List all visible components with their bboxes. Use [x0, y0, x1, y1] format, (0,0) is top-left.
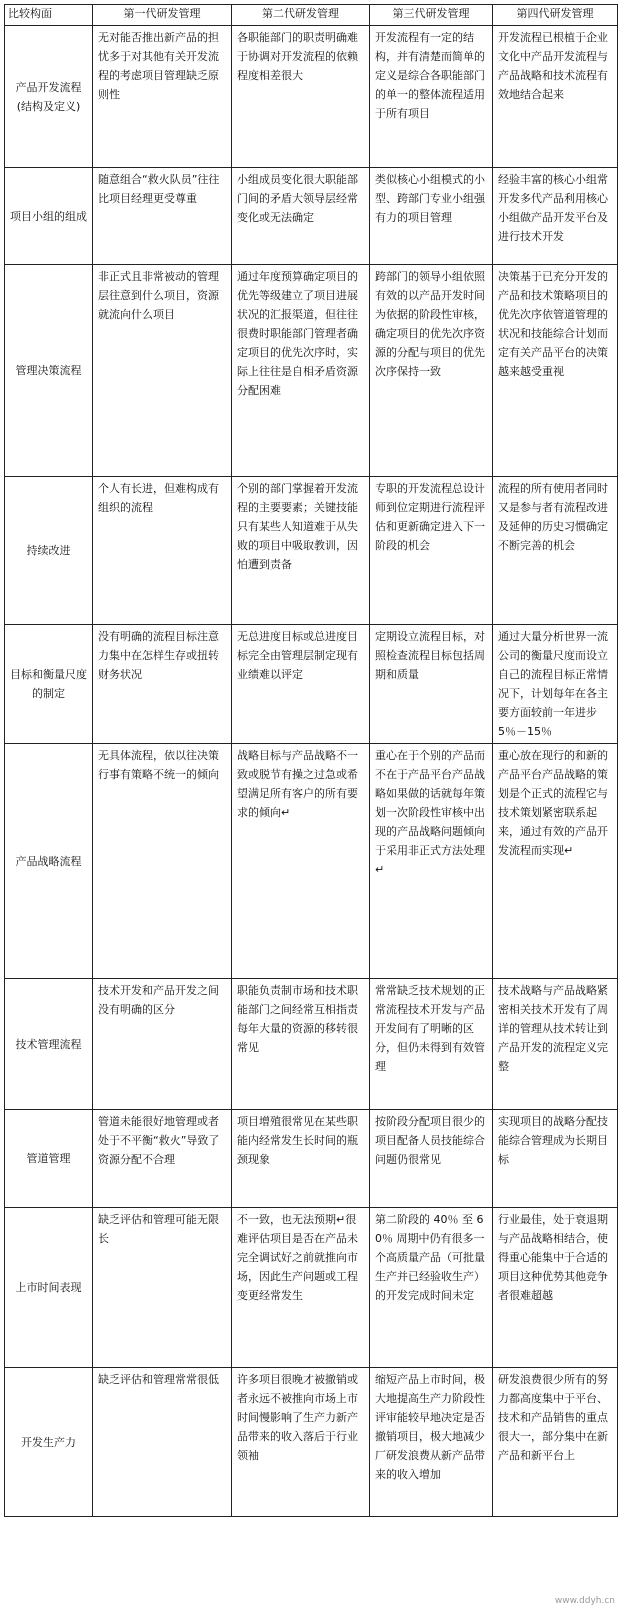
table-cell-gen4: 实现项目的战略分配技能综合管理成为长期目标 — [493, 1110, 618, 1208]
table-cell-gen4: 技术战略与产品战略紧密相关技术开发有了周详的管理从技术转让到产品开发的流程定义完整 — [493, 979, 618, 1110]
table-cell-gen2: 职能负责制市场和技术职能部门之间经常互相指责每年大量的资源的移转很常见 — [232, 979, 370, 1110]
table-cell-gen2: 许多项目很晚才被撤销或者永远不被推向市场上市时间慢影响了生产力新产品带来的收入落后于行业领袖 — [232, 1368, 370, 1517]
table-cell-gen4: 行业最佳，处于衰退期与产品战略相结合，使得重心能集中于合适的项目这种优势其他竞争者很难超越 — [493, 1208, 618, 1368]
row-aspect-label: 技术管理流程 — [5, 979, 93, 1110]
row-aspect-label: 持续改进 — [5, 477, 93, 625]
table-cell-gen2: 小组成员变化很大职能部门间的矛盾大领导层经常变化或无法确定 — [232, 168, 370, 265]
row-aspect-label: 产品开发流程(结构及定义) — [5, 26, 93, 168]
table-cell-gen1: 随意组合“救火队员”往往比项目经理更受尊重 — [93, 168, 232, 265]
header-generation-2: 第二代研发管理 — [232, 5, 370, 26]
header-generation-4: 第四代研发管理 — [493, 5, 618, 26]
table-cell-gen1: 个人有长进，但难构成有组织的流程 — [93, 477, 232, 625]
table-cell-gen1: 非正式且非常被动的管理层往意到什么项目，资源就流向什么项目 — [93, 265, 232, 477]
table-cell-gen2: 战略目标与产品战略不一致或脱节有操之过急或希望满足所有客户的所有要求的倾向↵ — [232, 744, 370, 979]
table-cell-gen4: 开发流程已根植于企业文化中产品开发流程与产品战略和技术流程有效地结合起来 — [493, 26, 618, 168]
table-cell-gen1: 无具体流程，依以往决策行事有策略不统一的倾向 — [93, 744, 232, 979]
table-cell-gen2: 不一致，也无法预期↵很难评估项目是否在产品未完全调试好之前就推向市场，因此生产问题或工程变更经常发生 — [232, 1208, 370, 1368]
table-cell-gen3: 重心在于个别的产品而不在于产品平台产品战略如果做的话就每年策划一次阶段性审核中出现的产品战略问题倾向于采用非正式方法处理↵ — [370, 744, 493, 979]
table-row — [5, 744, 618, 979]
table-row — [5, 26, 618, 168]
row-aspect-label: 产品战略流程 — [5, 744, 93, 979]
table-cell-gen1: 管道未能很好地管理或者处于不平衡“救火”导致了资源分配不合理 — [93, 1110, 232, 1208]
table-cell-gen3: 缩短产品上市时间，极大地提高生产力阶段性评审能较早地决定是否撤销项目，极大地减少厂研发浪费从新产品带来的收入增加 — [370, 1368, 493, 1517]
table-row — [5, 625, 618, 744]
table-cell-gen4: 重心放在现行的和新的产品平台产品战略的策划是个正式的流程它与技术策划紧密联系起来，通过有效的产品开发流程而实现↵ — [493, 744, 618, 979]
table-cell-gen4: 通过大量分析世界一流公司的衡量尺度而设立自己的流程目标正常情况下，计划每年在各主要方面较前一年进步 5％－15％ — [493, 625, 618, 744]
table-cell-gen3: 第二阶段的 40％ 至 60％ 周期中仍有很多一个高质量产品（可批量生产并已经验收生产）的开发完成时间未定 — [370, 1208, 493, 1368]
table-cell-gen3: 开发流程有一定的结构，并有清楚而简单的定义是综合各职能部门的单一的整体流程适用于所有项目 — [370, 26, 493, 168]
row-aspect-label: 管理决策流程 — [5, 265, 93, 477]
watermark-text: www.ddyh.cn — [554, 1596, 615, 1606]
table-cell-gen1: 技术开发和产品开发之间没有明确的区分 — [93, 979, 232, 1110]
table-row — [5, 1368, 618, 1517]
table-cell-gen1: 无对能否推出新产品的担忧多于对其他有关开发流程的考虑项目管理缺乏原则性 — [93, 26, 232, 168]
table-cell-gen4: 流程的所有使用者同时又是参与者有流程改进及延伸的历史习惯确定不断完善的机会 — [493, 477, 618, 625]
table-cell-gen2: 个别的部门掌握着开发流程的主要要素；关键技能只有某些人知道难于从失败的项目中吸取教训，因怕遭到责备 — [232, 477, 370, 625]
row-aspect-label: 管道管理 — [5, 1110, 93, 1208]
table-cell-gen2: 通过年度预算确定项目的优先等级建立了项目进展状况的汇报渠道，但往往很费时职能部门管理者确定项目的优先次序时，实际上往往是自相矛盾资源分配困难 — [232, 265, 370, 477]
table-row — [5, 1208, 618, 1368]
table-body — [5, 26, 618, 1517]
table-cell-gen3: 类似核心小组模式的小型、跨部门专业小组强有力的项目管理 — [370, 168, 493, 265]
table-row — [5, 1110, 618, 1208]
table-cell-gen2: 各职能部门的职责明确难于协调对开发流程的依赖程度相差很大 — [232, 26, 370, 168]
row-aspect-label: 开发生产力 — [5, 1368, 93, 1517]
row-aspect-label: 上市时间表现 — [5, 1208, 93, 1368]
table-cell-gen2: 项目增殖很常见在某些职能内经常发生长时间的瓶颈现象 — [232, 1110, 370, 1208]
table-cell-gen4: 决策基于已充分开发的产品和技术策略项目的优先次序依管道管理的状况和技能综合计划而定有关产品平台的决策越来越受重视 — [493, 265, 618, 477]
table-row — [5, 265, 618, 477]
header-aspect: 比较构面 — [5, 5, 93, 26]
comparison-table — [4, 4, 618, 1517]
table-cell-gen3: 定期设立流程目标，对照检查流程目标包括周期和质量 — [370, 625, 493, 744]
table-cell-gen3: 跨部门的领导小组依照有效的以产品开发时间为依据的阶段性审核，确定项目的优先次序资源的分配与项目的优先次序保持一致 — [370, 265, 493, 477]
header-generation-1: 第一代研发管理 — [93, 5, 232, 26]
table-row — [5, 168, 618, 265]
table-cell-gen2: 无总进度目标或总进度目标完全由管理层制定现有业绩难以评定 — [232, 625, 370, 744]
table-cell-gen3: 常常缺乏技术规划的正常流程技术开发与产品开发间有了明晰的区分，但仍未得到有效管理 — [370, 979, 493, 1110]
table-row — [5, 477, 618, 625]
table-cell-gen4: 研发浪费很少所有的努力都高度集中于平台、技术和产品销售的重点很大一，部分集中在新产品和新平台上 — [493, 1368, 618, 1517]
header-generation-3: 第三代研发管理 — [370, 5, 493, 26]
table-cell-gen1: 缺乏评估和管理常常很低 — [93, 1368, 232, 1517]
table-row — [5, 979, 618, 1110]
table-cell-gen3: 按阶段分配项目很少的项目配备人员技能综合问题仍很常见 — [370, 1110, 493, 1208]
header-row — [5, 5, 618, 26]
table-cell-gen1: 缺乏评估和管理可能无限长 — [93, 1208, 232, 1368]
table-cell-gen4: 经验丰富的核心小组常开发多代产品利用核心小组做产品开发平台及进行技术开发 — [493, 168, 618, 265]
table-cell-gen3: 专职的开发流程总设计师到位定期进行流程评估和更新确定进入下一阶段的机会 — [370, 477, 493, 625]
table-cell-gen1: 没有明确的流程目标注意力集中在怎样生存或扭转财务状况 — [93, 625, 232, 744]
row-aspect-label: 项目小组的组成 — [5, 168, 93, 265]
row-aspect-label: 目标和衡量尺度的制定 — [5, 625, 93, 744]
